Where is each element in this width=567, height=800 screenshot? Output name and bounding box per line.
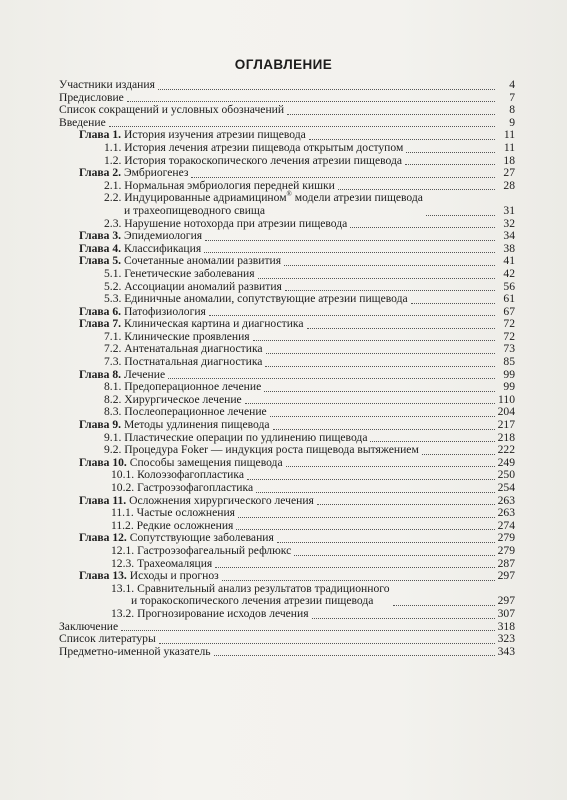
page-number: 41 bbox=[503, 254, 515, 268]
toc-entry-label bbox=[59, 646, 211, 659]
dot-leader bbox=[285, 289, 495, 291]
page-number: 7 bbox=[509, 90, 515, 104]
chapter-number: Глава 7. bbox=[79, 317, 122, 331]
entry-title: Сочетанные аномалии развития bbox=[123, 254, 282, 268]
page-number: 32 bbox=[503, 216, 515, 230]
dot-leader bbox=[256, 491, 495, 493]
page-number: 343 bbox=[497, 644, 515, 658]
chapter-number: Глава 10. bbox=[79, 455, 127, 469]
dot-leader bbox=[266, 352, 495, 354]
page-number: 28 bbox=[503, 178, 515, 192]
table-of-contents bbox=[59, 79, 515, 658]
dot-leader bbox=[158, 88, 495, 90]
entry-title: 1.2. История торакоскопического лечения атрезии пищевода bbox=[104, 153, 403, 167]
entry-title: Лечение bbox=[123, 367, 166, 381]
dot-leader bbox=[307, 327, 496, 329]
dot-leader bbox=[294, 554, 495, 556]
entry-title: 8.1. Предоперационное лечение bbox=[104, 380, 262, 394]
page-number: 67 bbox=[503, 304, 515, 318]
entry-title: 2.3. Нарушение нотохорда при атрезии пищевода bbox=[104, 216, 348, 230]
entry-title: 5.3. Единичные аномалии, сопутствующие атрезии пищевода bbox=[104, 292, 408, 306]
page-number: 217 bbox=[497, 418, 515, 432]
page-number: 11 bbox=[503, 140, 515, 154]
page-number: 249 bbox=[497, 455, 515, 469]
page-number: 42 bbox=[503, 266, 515, 280]
dot-leader bbox=[214, 654, 495, 656]
toc-subsection-entry bbox=[59, 444, 515, 457]
page-number: 38 bbox=[503, 241, 515, 255]
entry-title: Сопутствующие заболевания bbox=[129, 531, 274, 545]
page-number: 18 bbox=[503, 153, 515, 167]
dot-leader bbox=[253, 339, 495, 341]
page-number: 204 bbox=[497, 405, 515, 419]
page-number: 56 bbox=[503, 279, 515, 293]
toc-section-entry bbox=[59, 104, 515, 117]
dot-leader bbox=[247, 478, 495, 480]
dot-leader bbox=[273, 428, 495, 430]
page-number: 11 bbox=[503, 128, 515, 142]
entry-title: 2.2. Индуцированные адриамицином bbox=[104, 191, 287, 205]
page-number: 263 bbox=[497, 493, 515, 507]
chapter-number: Глава 3. bbox=[79, 229, 122, 243]
entry-title: 7.3. Постнатальная диагностика bbox=[104, 355, 263, 369]
toc-entry-label bbox=[111, 608, 309, 621]
entry-title: Предметно-именной указатель bbox=[59, 644, 211, 658]
entry-title: Эпидемиология bbox=[123, 229, 203, 243]
dot-leader bbox=[406, 151, 495, 153]
page-number: 72 bbox=[503, 329, 515, 343]
page-number: 279 bbox=[497, 543, 515, 557]
page-number: 307 bbox=[497, 606, 515, 620]
page-number: 287 bbox=[497, 556, 515, 570]
page-number: 31 bbox=[503, 203, 515, 217]
dot-leader bbox=[411, 302, 495, 304]
page-number: 263 bbox=[497, 506, 515, 520]
entry-title: 9.2. Процедура Foker — индукция роста пищевода вытяжением bbox=[104, 443, 419, 457]
page-number: 85 bbox=[503, 355, 515, 369]
dot-leader bbox=[393, 604, 496, 606]
dot-leader bbox=[236, 528, 495, 530]
entry-title: 13.2. Прогнозирование исходов лечения bbox=[111, 606, 309, 620]
entry-title: 13.1. Сравнительный анализ результатов традиционного bbox=[111, 581, 390, 595]
toc-section-entry bbox=[59, 646, 515, 659]
chapter-number: Глава 2. bbox=[79, 166, 122, 180]
dot-leader bbox=[109, 125, 495, 127]
chapter-number: Глава 11. bbox=[79, 493, 127, 507]
page-number: 73 bbox=[503, 342, 515, 356]
entry-title: Список литературы bbox=[59, 632, 156, 646]
dot-leader bbox=[422, 453, 495, 455]
dot-leader bbox=[286, 465, 495, 467]
page-number: 297 bbox=[497, 594, 515, 608]
chapter-number: Глава 12. bbox=[79, 531, 127, 545]
chapter-number: Глава 6. bbox=[79, 304, 122, 318]
entry-title-line2: и трахеопищеводного свища bbox=[124, 203, 266, 217]
dot-leader bbox=[277, 541, 495, 543]
dot-leader bbox=[191, 176, 495, 178]
entry-title: Заключение bbox=[59, 619, 119, 633]
page-number: 27 bbox=[503, 166, 515, 180]
entry-title: 12.1. Гастроэзофагеальный рефлюкс bbox=[111, 543, 292, 557]
entry-title: 5.2. Ассоциации аномалий развития bbox=[104, 279, 282, 293]
page-number: 34 bbox=[503, 229, 515, 243]
dot-leader bbox=[215, 566, 495, 568]
entry-title: 7.1. Клинические проявления bbox=[104, 329, 250, 343]
dot-leader bbox=[284, 264, 495, 266]
page-number: 4 bbox=[509, 78, 515, 91]
chapter-number: Глава 5. bbox=[79, 254, 122, 268]
entry-title-line2: и торакоскопического лечения атрезии пищевода bbox=[131, 594, 374, 608]
page-number: 222 bbox=[497, 443, 515, 457]
toc-subsection-entry bbox=[59, 192, 515, 217]
entry-title: Исходы и прогноз bbox=[129, 569, 219, 583]
dot-leader bbox=[312, 617, 495, 619]
page-number: 8 bbox=[509, 103, 515, 117]
dot-leader bbox=[270, 415, 495, 417]
page-number: 61 bbox=[503, 292, 515, 306]
entry-title: Список сокращений и условных обозначений bbox=[59, 103, 285, 117]
dot-leader bbox=[317, 503, 495, 505]
chapter-number: Глава 4. bbox=[79, 241, 122, 255]
toc-section-entry bbox=[59, 79, 515, 92]
dot-leader bbox=[159, 642, 495, 644]
page-number: 72 bbox=[503, 317, 515, 331]
page-number: 297 bbox=[497, 569, 515, 583]
toc-subsection-entry bbox=[59, 608, 515, 621]
dot-leader bbox=[426, 214, 495, 216]
entry-title: Способы замещения пищевода bbox=[129, 455, 283, 469]
entry-title-cont: модели атрезии пищевода bbox=[291, 191, 423, 205]
chapter-number: Глава 9. bbox=[79, 418, 122, 432]
entry-title: 5.1. Генетические заболевания bbox=[104, 266, 255, 280]
entry-title: 11.1. Частые осложнения bbox=[111, 506, 236, 520]
dot-leader bbox=[209, 314, 495, 316]
entry-title: 9.1. Пластические операции по удлинению пищевода bbox=[104, 430, 368, 444]
registered-mark: ® bbox=[286, 190, 292, 199]
dot-leader bbox=[350, 226, 495, 228]
page-number: 254 bbox=[497, 481, 515, 494]
entry-title: 10.2. Гастроэзофагопластика bbox=[111, 481, 254, 494]
dot-leader bbox=[205, 239, 495, 241]
dot-leader bbox=[287, 113, 495, 115]
entry-title: 2.1. Нормальная эмбриология передней кишки bbox=[104, 178, 335, 192]
dot-leader bbox=[238, 516, 495, 518]
entry-title: 10.1. Колоэзофагопластика bbox=[111, 468, 244, 482]
entry-title: Методы удлинения пищевода bbox=[123, 418, 270, 432]
dot-leader bbox=[264, 390, 495, 392]
entry-title: 1.1. История лечения атрезии пищевода открытым доступом bbox=[104, 140, 404, 154]
toc-subsection-entry bbox=[59, 583, 515, 608]
dot-leader bbox=[309, 138, 495, 140]
dot-leader bbox=[245, 402, 495, 404]
entry-title: 8.2. Хирургическое лечение bbox=[104, 392, 242, 406]
entry-title: История изучения атрезии пищевода bbox=[123, 128, 306, 142]
page-number: 110 bbox=[498, 392, 515, 406]
toc-entry-label bbox=[111, 583, 390, 608]
dot-leader bbox=[121, 629, 495, 631]
dot-leader bbox=[258, 277, 495, 279]
dot-leader bbox=[222, 579, 495, 581]
page-number: 99 bbox=[503, 380, 515, 394]
page-title: ОГЛАВЛЕНИЕ bbox=[234, 57, 333, 72]
dot-leader bbox=[405, 163, 495, 165]
page-number: 279 bbox=[497, 531, 515, 545]
entry-title: 7.2. Антенатальная диагностика bbox=[104, 342, 263, 356]
dot-leader bbox=[168, 377, 495, 379]
page-number: 323 bbox=[497, 632, 515, 646]
page-number: 218 bbox=[497, 430, 515, 444]
dot-leader bbox=[204, 251, 495, 253]
dot-leader bbox=[127, 100, 495, 102]
dot-leader bbox=[265, 365, 495, 367]
chapter-number: Глава 8. bbox=[79, 367, 122, 381]
chapter-number: Глава 13. bbox=[79, 569, 127, 583]
entry-title: Осложнения хирургического лечения bbox=[129, 493, 314, 507]
entry-title: Предисловие bbox=[59, 90, 124, 104]
entry-title: Клиническая картина и диагностика bbox=[123, 317, 304, 331]
page-number: 318 bbox=[497, 619, 515, 633]
dot-leader bbox=[370, 440, 495, 442]
page-number: 274 bbox=[497, 518, 515, 532]
chapter-number: Глава 1. bbox=[79, 128, 122, 142]
entry-title: Введение bbox=[59, 115, 106, 129]
entry-title: 11.2. Редкие осложнения bbox=[111, 518, 234, 532]
entry-title: Участники издания bbox=[59, 78, 155, 91]
entry-title: 12.3. Трахеомаляция bbox=[111, 556, 213, 570]
toc-entry-label bbox=[104, 192, 423, 217]
entry-title: Классификация bbox=[123, 241, 202, 255]
page-number: 99 bbox=[503, 367, 515, 381]
entry-title: Эмбриогенез bbox=[123, 166, 189, 180]
page-number: 9 bbox=[509, 115, 515, 129]
page-number: 250 bbox=[497, 468, 515, 482]
entry-title: 8.3. Послеоперационное лечение bbox=[104, 405, 267, 419]
entry-title: Патофизиология bbox=[123, 304, 206, 318]
